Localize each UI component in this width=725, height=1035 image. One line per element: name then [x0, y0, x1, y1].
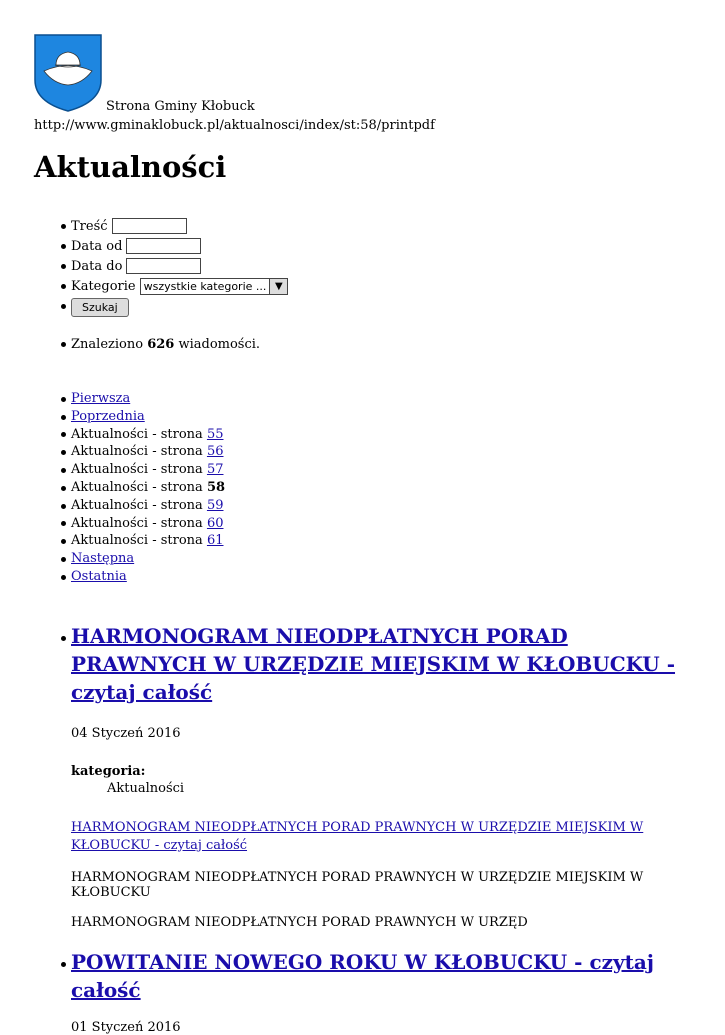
date-from-label: Data od — [71, 238, 123, 254]
results-count-item — [71, 334, 260, 354]
found-prefix: Znaleziono — [71, 336, 144, 352]
pager-page-link[interactable]: 60 — [206, 515, 224, 531]
pager-item — [71, 515, 225, 533]
category-select-value: wszystkie kategorie ... — [143, 279, 267, 293]
news-item — [71, 948, 696, 1035]
pager-item — [71, 461, 225, 479]
found-suffix: wiadomości. — [178, 336, 261, 352]
pager-page-link[interactable]: 56 — [206, 444, 224, 460]
pager-last-link[interactable]: Ostatnia — [71, 568, 127, 584]
pager-first-link[interactable]: Pierwsza — [71, 391, 131, 406]
pager-item — [71, 479, 225, 497]
pager-current-page: 58 — [206, 479, 226, 495]
category-select[interactable] — [140, 278, 289, 295]
pager-item — [71, 390, 225, 408]
site-header — [34, 34, 102, 112]
news-item — [71, 622, 696, 930]
search-filters — [71, 216, 288, 316]
news-title-link[interactable]: POWITANIE NOWEGO ROKU W KŁOBUCKU - czytaj całość — [71, 950, 655, 1002]
pager-page-prefix: Aktualności - strona — [71, 533, 203, 549]
date-to-input[interactable] — [126, 258, 201, 274]
category-label: Kategorie — [71, 278, 136, 294]
news-title — [71, 622, 696, 706]
content-input[interactable] — [112, 218, 187, 234]
news-text: HARMONOGRAM NIEODPŁATNYCH PORAD PRAWNYCH W URZĘDZIE MIEJSKIM W KŁOBUCKU — [71, 870, 644, 900]
news-text: HARMONOGRAM NIEODPŁATNYCH PORAD PRAWNYCH W URZĘD — [71, 915, 528, 930]
pager-item — [71, 443, 225, 461]
news-date: 01 Styczeń 2016 — [71, 1020, 181, 1035]
pager-item — [71, 426, 225, 444]
pager-page-prefix: Aktualności - strona — [71, 497, 203, 513]
pager-page-prefix: Aktualności - strona — [71, 462, 203, 478]
news-list — [71, 622, 696, 1035]
pager-page-prefix: Aktualności - strona — [71, 426, 203, 442]
news-title — [71, 948, 696, 1004]
site-name: Strona Gminy Kłobuck — [106, 99, 255, 114]
pager-item — [71, 550, 225, 568]
pager-page-prefix: Aktualności - strona — [71, 479, 203, 495]
coat-of-arms-logo — [34, 34, 102, 112]
filter-content — [71, 216, 288, 236]
chevron-down-icon[interactable]: ▼ — [269, 279, 287, 294]
news-title-link[interactable]: HARMONOGRAM NIEODPŁATNYCH PORAD PRAWNYCH W URZĘDZIE MIEJSKIM W KŁOBUCKU - czytaj całość — [71, 624, 676, 704]
category-label: kategoria: — [71, 764, 146, 779]
pager-item — [71, 568, 225, 586]
pager-page-link[interactable]: 55 — [206, 426, 224, 442]
pager-page-prefix: Aktualności - strona — [71, 515, 203, 531]
results-summary — [71, 334, 260, 354]
pager-page-link[interactable]: 57 — [206, 462, 224, 478]
pager-item — [71, 408, 225, 426]
pagination — [71, 390, 225, 586]
pager-item — [71, 532, 225, 550]
category-value: Aktualności — [107, 781, 185, 796]
filter-date-to — [71, 256, 288, 276]
filter-category — [71, 276, 288, 296]
date-to-label: Data do — [71, 258, 123, 274]
pager-item — [71, 497, 225, 515]
found-count: 626 — [147, 336, 175, 352]
pager-page-link[interactable]: 61 — [206, 533, 224, 549]
pager-next-link[interactable]: Następna — [71, 551, 135, 567]
page-title: Aktualności — [34, 150, 227, 184]
pager-page-link[interactable]: 59 — [206, 497, 224, 513]
date-from-input[interactable] — [126, 238, 201, 254]
content-label: Treść — [71, 218, 108, 234]
news-date: 04 Styczeń 2016 — [71, 726, 181, 741]
filter-date-from — [71, 236, 288, 256]
news-lead-link[interactable]: HARMONOGRAM NIEODPŁATNYCH PORAD PRAWNYCH W URZĘDZIE MIEJSKIM W KŁOBUCKU - czytaj całość — [71, 820, 644, 853]
pager-prev-link[interactable]: Poprzednia — [71, 408, 145, 424]
search-button[interactable]: Szukaj — [71, 298, 129, 317]
pager-page-prefix: Aktualności - strona — [71, 444, 203, 460]
filter-submit — [71, 296, 288, 316]
page-url: http://www.gminaklobuck.pl/aktualnosci/index/st:58/printpdf — [34, 118, 435, 133]
